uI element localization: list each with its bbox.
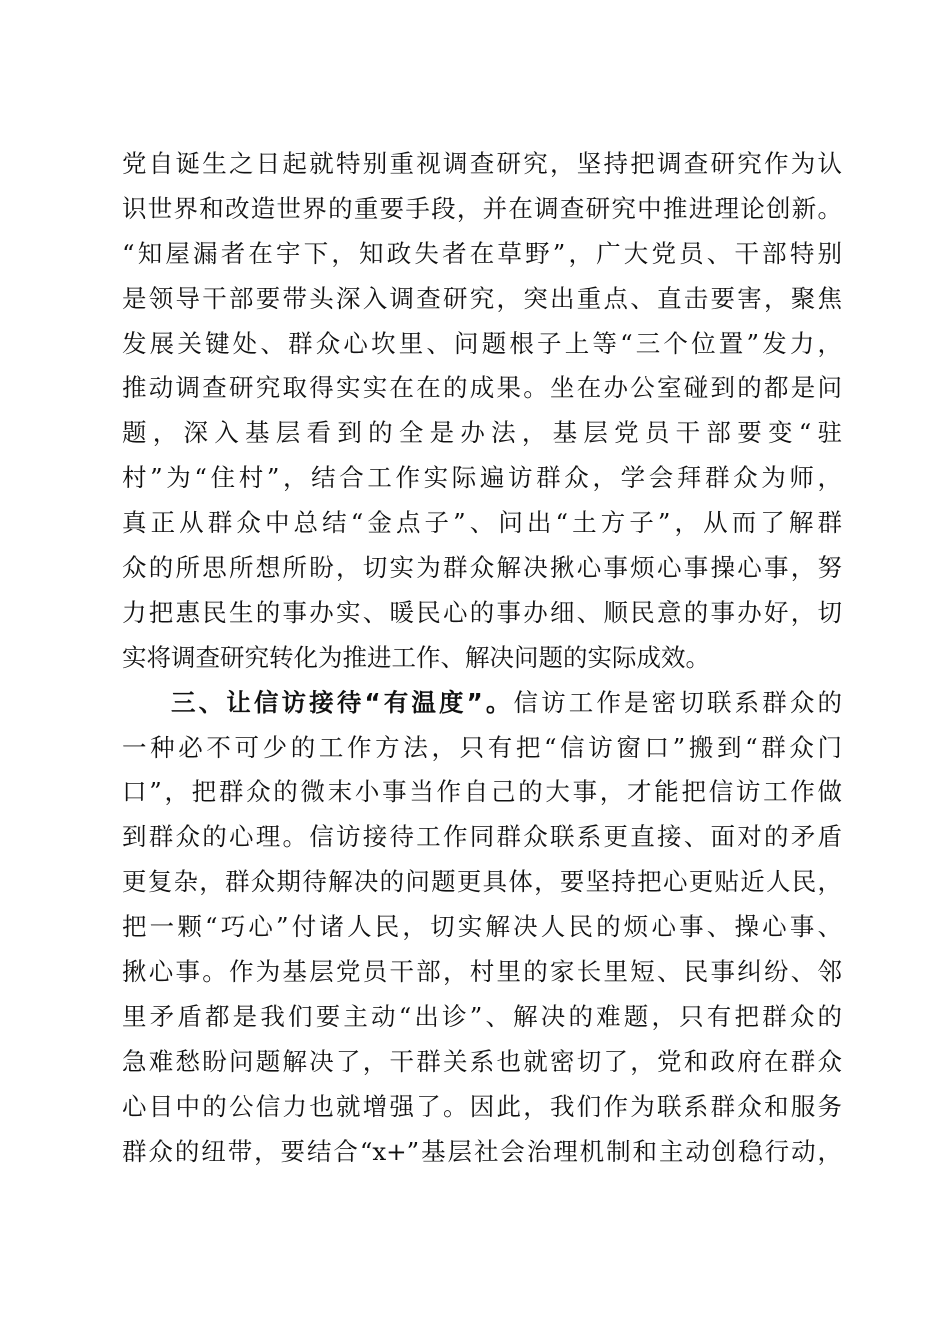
text-line: 力把惠民生的事办实、暖民心的事办细、顺民意的事办好，切 <box>122 597 842 627</box>
text-line: 推动调查研究取得实实在在的成果。坐在办公室碰到的都是问 <box>122 373 842 403</box>
document-body <box>122 142 842 1174</box>
text-line-with-heading <box>122 681 842 726</box>
paragraph-petition-reception <box>122 681 842 1175</box>
text-line: 口”，把群众的微末小事当作自己的大事，才能把信访工作做 <box>122 777 842 807</box>
text-line: 心目中的公信力也就增强了。因此，我们作为联系群众和服务 <box>122 1091 842 1121</box>
text-line: 实将调查研究转化为推进工作、解决问题的实际成效。 <box>122 642 710 672</box>
text-line: 急难愁盼问题解决了，干群关系也就密切了，党和政府在群众 <box>122 1046 842 1076</box>
paragraph-investigation-research <box>122 142 842 681</box>
text-line: 把一颗“巧心”付诸人民，切实解决人民的烦心事、操心事、 <box>122 912 842 942</box>
text-line: 村”为“住村”，结合工作实际遍访群众，学会拜群众为师， <box>122 463 842 493</box>
text-line: 题，深入基层看到的全是办法，基层党员干部要变“驻 <box>122 418 842 448</box>
text-line: 里矛盾都是我们要主动“出诊”、解决的难题，只有把群众的 <box>122 1001 842 1031</box>
heading-line-text: 信访工作是密切联系群众的 <box>513 687 843 717</box>
section-heading: 三、让信访接待“有温度”。 <box>171 687 514 717</box>
text-line: 党自诞生之日起就特别重视调查研究，坚持把调查研究作为认 <box>122 149 842 178</box>
text-line: 更复杂，群众期待解决的问题更具体，要坚持把心更贴近人民， <box>122 867 842 897</box>
text-line: 揪心事。作为基层党员干部，村里的家长里短、民事纠纷、邻 <box>122 957 842 987</box>
text-line: 一种必不可少的工作方法，只有把“信访窗口”搬到“群众门 <box>122 732 842 762</box>
text-line: 群众的纽带，要结合“x+”基层社会治理机制和主动创稳行动， <box>122 1136 842 1166</box>
text-line: 是领导干部要带头深入调查研究，突出重点、直击要害，聚焦 <box>122 283 842 313</box>
text-line: 发展关键处、群众心坎里、问题根子上等“三个位置”发力， <box>122 328 842 358</box>
text-line: “知屋漏者在宇下，知政失者在草野”，广大党员、干部特别 <box>122 238 842 268</box>
text-line: 识世界和改造世界的重要手段，并在调查研究中推进理论创新。 <box>122 193 842 223</box>
text-line: 众的所思所想所盼，切实为群众解决揪心事烦心事操心事，努 <box>122 553 842 583</box>
text-line: 到群众的心理。信访接待工作同群众联系更直接、面对的矛盾 <box>122 822 842 852</box>
text-line: 真正从群众中总结“金点子”、问出“土方子”，从而了解群 <box>122 508 842 538</box>
